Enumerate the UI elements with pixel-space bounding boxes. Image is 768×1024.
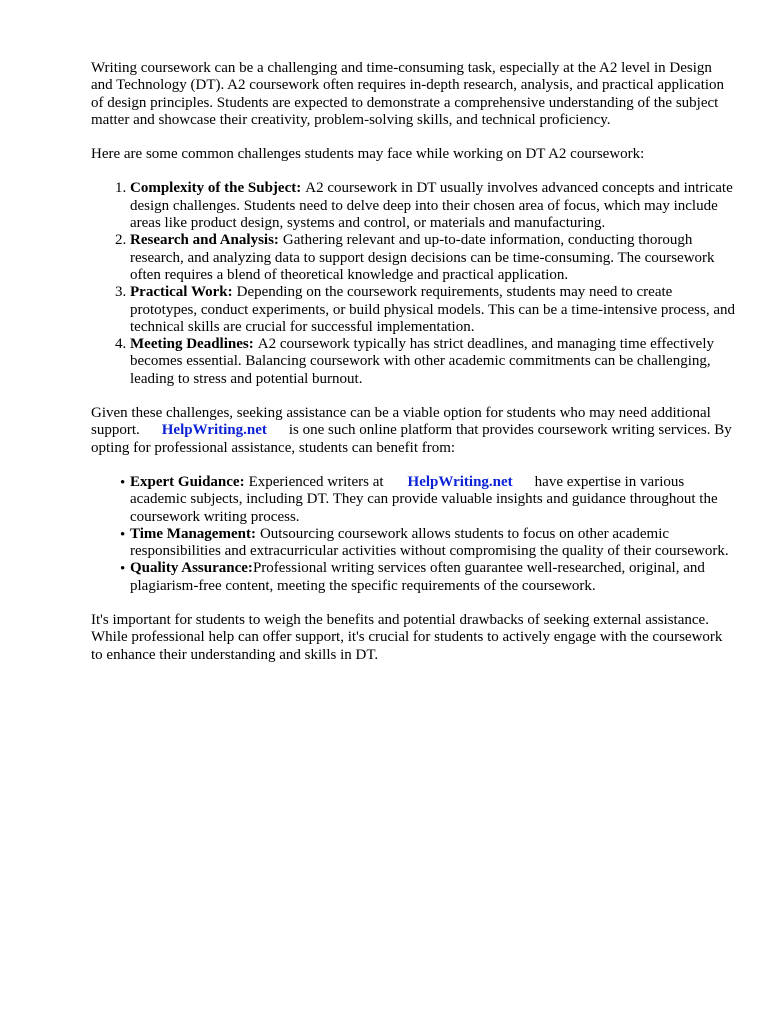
list-item-term: Time Management: <box>130 525 256 542</box>
list-item-text: have expertise in various academic subjects, including DT. They can provide valuable insights and guidance throughout the coursework writing process. <box>130 473 718 525</box>
list-item <box>120 525 736 561</box>
list-item <box>130 284 736 336</box>
list-item-text: Experienced writers at <box>248 473 384 490</box>
list-item-term: Expert Guidance: <box>130 473 245 490</box>
closing-paragraph: It's important for students to weigh the benefits and potential drawbacks of seeking external assistance. While professional help can offer support, it's crucial for students to actively engage with the coursework to enhance their understanding and skills in DT. <box>91 612 723 663</box>
list-item <box>130 336 736 388</box>
list-item-term: Practical Work: <box>130 284 233 301</box>
list-item-term: Quality Assurance: <box>130 560 253 577</box>
bullet-icon: • <box>120 561 126 578</box>
intro-paragraph: Writing coursework can be a challenging and time-consuming task, especially at the A2 level in Design and Technology (DT). A2 coursework often requires in-depth research, analysis, and practical application of design principles. Students are expected to demonstrate a comprehensive understanding of the subject matter and showcase their creativity, problem-solving skills, and technical proficiency. <box>91 60 725 128</box>
list-item-text: Depending on the coursework requirements, students may need to create prototypes, conduct experiments, or build physical models. This can be a time-intensive process, and technical skills are crucial for successful implementation. <box>130 284 735 335</box>
document-page <box>91 60 736 664</box>
list-item <box>120 560 736 595</box>
bullet-icon: • <box>120 526 126 543</box>
list-item <box>130 180 736 232</box>
list-item-term: Research and Analysis: <box>130 232 279 249</box>
bullet-icon: • <box>120 474 126 491</box>
challenges-list <box>91 180 736 388</box>
assistance-paragraph <box>91 405 736 457</box>
list-item-text: A2 coursework typically has strict deadlines, and managing time effectively becomes essential. Balancing coursework with other academic commitments can be challenging, leading to stress and potential burnout. <box>130 336 714 387</box>
list-item-text: A2 coursework in DT usually involves advanced concepts and intricate design challenges. Students need to delve deep into their chosen area of focus, which may include areas like product design, systems and control, or materials and manufacturing. <box>130 180 733 232</box>
list-item <box>130 232 736 284</box>
list-item-term: Complexity of the Subject: <box>130 180 302 197</box>
helpwriting-link[interactable]: HelpWriting.net <box>407 473 513 490</box>
assistance-text-after: is one such online platform that provides coursework writing services. By opting for professional assistance, students can benefit from: <box>91 422 732 456</box>
list-item-text: Professional writing services often guarantee well-researched, original, and plagiarism-free content, meeting the specific requirements of the coursework. <box>130 560 705 594</box>
list-item-text: Outsourcing coursework allows students to focus on other academic responsibilities and extracurricular activities without compromising the quality of their coursework. <box>130 525 729 560</box>
list-item-term: Meeting Deadlines: <box>130 336 254 353</box>
benefits-list <box>91 474 736 595</box>
challenges-lead: Here are some common challenges students may face while working on DT A2 coursework: <box>91 146 645 163</box>
assistance-text-before: Given these challenges, seeking assistance can be a viable option for students who may need additional support. <box>91 405 711 439</box>
list-item <box>120 473 736 526</box>
list-item-text: Gathering relevant and up-to-date information, conducting thorough research, and analyzing data to support design decisions can be time-consuming. The coursework often requires a blend of theoretical knowledge and practical application. <box>130 232 715 283</box>
helpwriting-link[interactable]: HelpWriting.net <box>161 422 267 439</box>
